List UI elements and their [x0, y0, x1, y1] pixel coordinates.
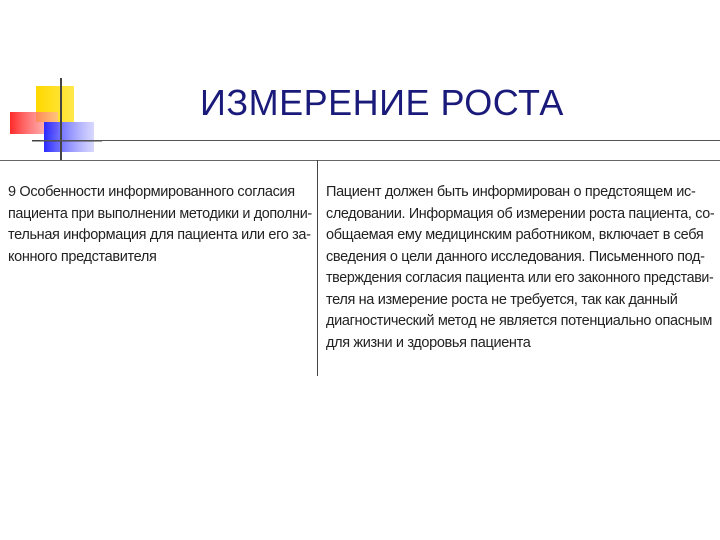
cell-left-line: пациента при выполнении методики и дополни- [8, 205, 312, 222]
deco-blue-bar [44, 122, 94, 152]
cell-left-line: конного представителя [8, 248, 157, 265]
cell-right-line: следовании. Информация об измерении роста пациента, со- [326, 205, 715, 222]
table-cell-right [326, 182, 714, 354]
cell-right-line: теля на измерение роста не требуется, так как данный [326, 291, 678, 308]
cell-right-line: сведения о цели данного исследования. Письменного под- [326, 248, 705, 265]
cell-right-line: общаемая ему медицинским работником, включает в себя [326, 227, 704, 243]
title-rule [40, 140, 720, 141]
slide-title: ИЗМЕРЕНИЕ РОСТА [200, 82, 564, 123]
cell-right-line: Пациент должен быть информирован о предстоящем ис- [326, 184, 696, 200]
column-divider [317, 160, 318, 376]
table-top-border [0, 160, 720, 161]
table-cell-left [8, 182, 312, 268]
cell-right-line: диагностический метод не является потенциально опасным [326, 313, 712, 329]
cell-left-line: 9 Особенности информированного согласия [8, 184, 295, 200]
deco-vertical-line [60, 78, 62, 160]
cell-left-line: тельная информация для пациента или его за- [8, 227, 311, 243]
title-decoration [0, 0, 120, 170]
cell-right-line: для жизни и здоровья пациента [326, 334, 531, 351]
info-table [0, 160, 720, 376]
cell-right-line: тверждения согласия пациента или его законного представи- [326, 270, 714, 286]
